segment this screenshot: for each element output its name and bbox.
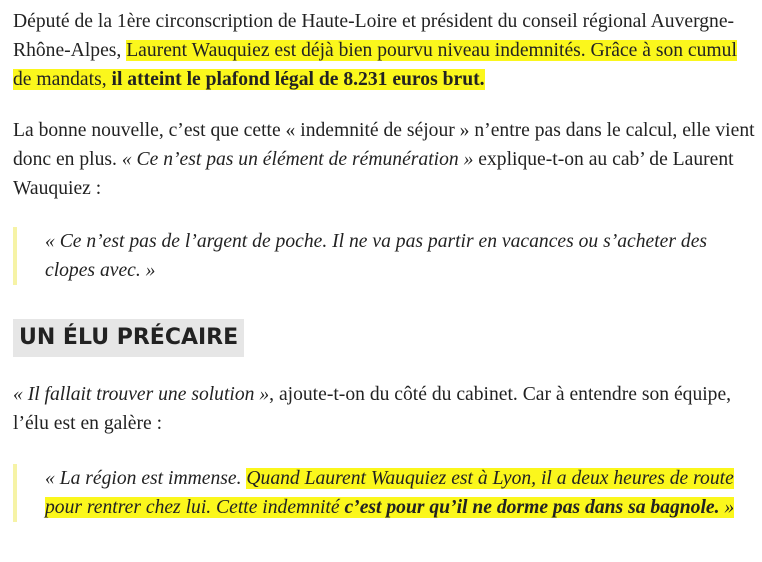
section-heading: UN ÉLU PRÉCAIRE: [13, 319, 244, 357]
paragraph-solution: [13, 380, 755, 438]
blockquote-region: [13, 464, 759, 522]
blockquote-pocket-money: [13, 227, 759, 285]
inline-quote: « Il fallait trouver une solution »: [13, 384, 270, 405]
paragraph-text: , ajoute-t-on du côté du cabinet. Car à entendre son équipe, l’élu est en galère :: [13, 384, 732, 434]
paragraph-intro: [13, 7, 755, 94]
paragraph-indemnity: [13, 116, 755, 203]
blockquote-text: « Ce n’est pas de l’argent de poche. Il ne va pas partir en vacances ou s’acheter des clopes avec. »: [45, 231, 708, 281]
highlighted-text: Quand Laurent Wauquiez est à Lyon, il a deux heures de route pour rentrer chez lui. Cette indemnité: [45, 468, 734, 518]
highlighted-bold-text: il atteint le plafond légal de 8.231 euros brut.: [111, 69, 485, 90]
inline-quote: « Ce n’est pas un élément de rémunération »: [121, 149, 474, 170]
blockquote-text: [17, 464, 759, 522]
intro-text: Député de la 1ère circonscription de Haute-Loire et président du conseil régional Auvergne-Rhône-Alpes,: [13, 11, 735, 61]
highlighted-bold-text: c’est pour qu’il ne dorme pas dans sa bagnole.: [344, 497, 720, 518]
quote-end: »: [719, 497, 735, 518]
paragraph-text-end: explique-t-on au cab’ de Laurent Wauquiez :: [13, 149, 734, 199]
paragraph-text: La bonne nouvelle, c’est que cette « indemnité de séjour » n’entre pas dans le calcul, elle vient donc en plus.: [13, 120, 755, 170]
highlighted-text: Laurent Wauquiez est déjà bien pourvu niveau indemnités. Grâce à son cumul de mandats,: [13, 40, 737, 90]
quote-start: « La région est immense.: [45, 468, 247, 489]
